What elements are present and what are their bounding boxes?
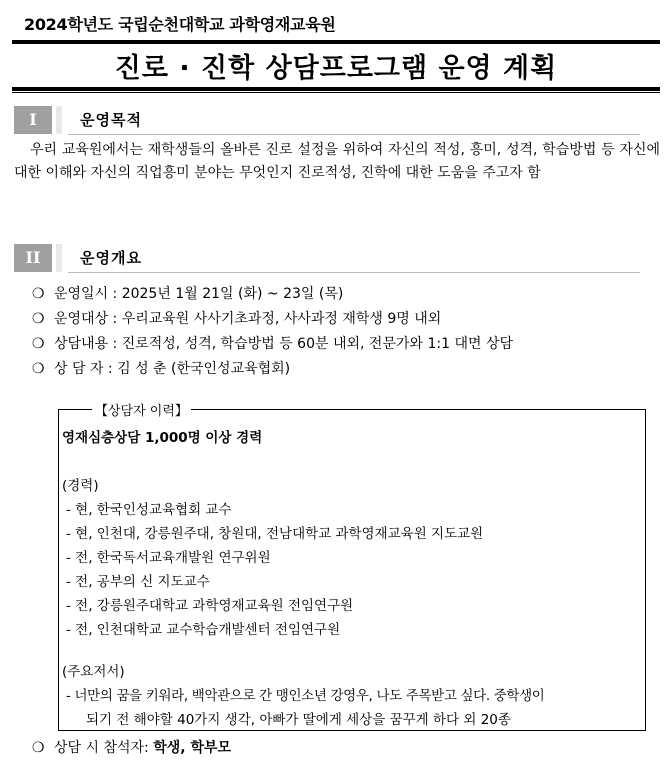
- circle-bullet-icon: ❍: [32, 311, 45, 327]
- career-item: - 현, 한국인성교육협회 교수: [66, 502, 232, 518]
- books-heading: (주요저서): [62, 664, 125, 680]
- title-rule: [12, 87, 660, 91]
- top-rule: [12, 40, 660, 44]
- section-1-separator: [56, 106, 62, 134]
- career-heading: (경력): [62, 478, 99, 494]
- participants-value: 학생, 학부모: [153, 740, 232, 756]
- overview-item-date: ❍ 운영일시 : 2025년 1월 21일 (화) ~ 23일 (목): [32, 282, 343, 306]
- books-line: 되기 전 해야할 40가지 생각, 아빠가 딸에게 세상을 꿈꾸게 하다 외 20종: [86, 712, 511, 728]
- participants-row: [32, 736, 231, 760]
- career-item: - 전, 한국독서교육개발원 연구위원: [66, 550, 271, 566]
- circle-bullet-icon: ❍: [32, 336, 45, 352]
- section-1-title: 운영목적: [80, 111, 142, 129]
- section-2-badge: II: [14, 244, 52, 272]
- org-name: 2024학년도 국립순천대학교 과학영재교육원: [24, 15, 336, 34]
- career-item: - 현, 인천대, 강릉원주대, 창원대, 전남대학교 과학영재교육원 지도교원: [66, 526, 484, 542]
- section-2-title: 운영개요: [80, 249, 142, 267]
- page-title: 진로 · 진학 상담프로그램 운영 계획: [114, 53, 558, 84]
- circle-bullet-icon: ❍: [32, 740, 45, 756]
- overview-item-target: ❍ 운영대상 : 우리교육원 사사기초과정, 사사과정 재학생 9명 내외: [32, 307, 441, 331]
- section-1-underline: [68, 134, 640, 135]
- section-2-separator: [56, 244, 62, 272]
- career-item: - 전, 강릉원주대학교 과학영재교육원 전임연구원: [66, 598, 354, 614]
- section-1-badge: I: [14, 106, 52, 134]
- overview-item-counselor: ❍ 상 담 자 : 김 성 춘 (한국인성교육협회): [32, 357, 290, 381]
- counselor-profile-label: 【상담자 이력】: [92, 400, 191, 419]
- career-item: - 전, 인천대학교 교수학습개발센터 전임연구원: [66, 622, 341, 638]
- career-item: - 전, 공부의 신 지도교수: [66, 574, 210, 590]
- circle-bullet-icon: ❍: [32, 361, 45, 377]
- books-line: - 너만의 꿈을 키워라, 백악관으로 간 맹인소년 강영우, 나도 주목받고 싶다. 중학생이: [66, 688, 545, 704]
- section-2-underline: [68, 272, 640, 273]
- title-rule-thin: [12, 92, 660, 93]
- circle-bullet-icon: ❍: [32, 286, 45, 302]
- section-1-body: 우리 교육원에서는 재학생들의 올바른 진로 설정을 위하여 자신의 적성, 흥미, 성격, 학습방법 등 자신에 대한 이해와 자신의 직업흥미 분야는 무엇인지 진로적성, 진학에 대한 도움을 주고자 함: [14, 142, 660, 181]
- overview-item-content: ❍ 상담내용 : 진로적성, 성격, 학습방법 등 60분 내외, 전문가와 1:1 대면 상담: [32, 332, 513, 356]
- participants-label: 상담 시 참석자:: [54, 740, 154, 756]
- profile-headline: 영재심층상담 1,000명 이상 경력: [62, 430, 263, 446]
